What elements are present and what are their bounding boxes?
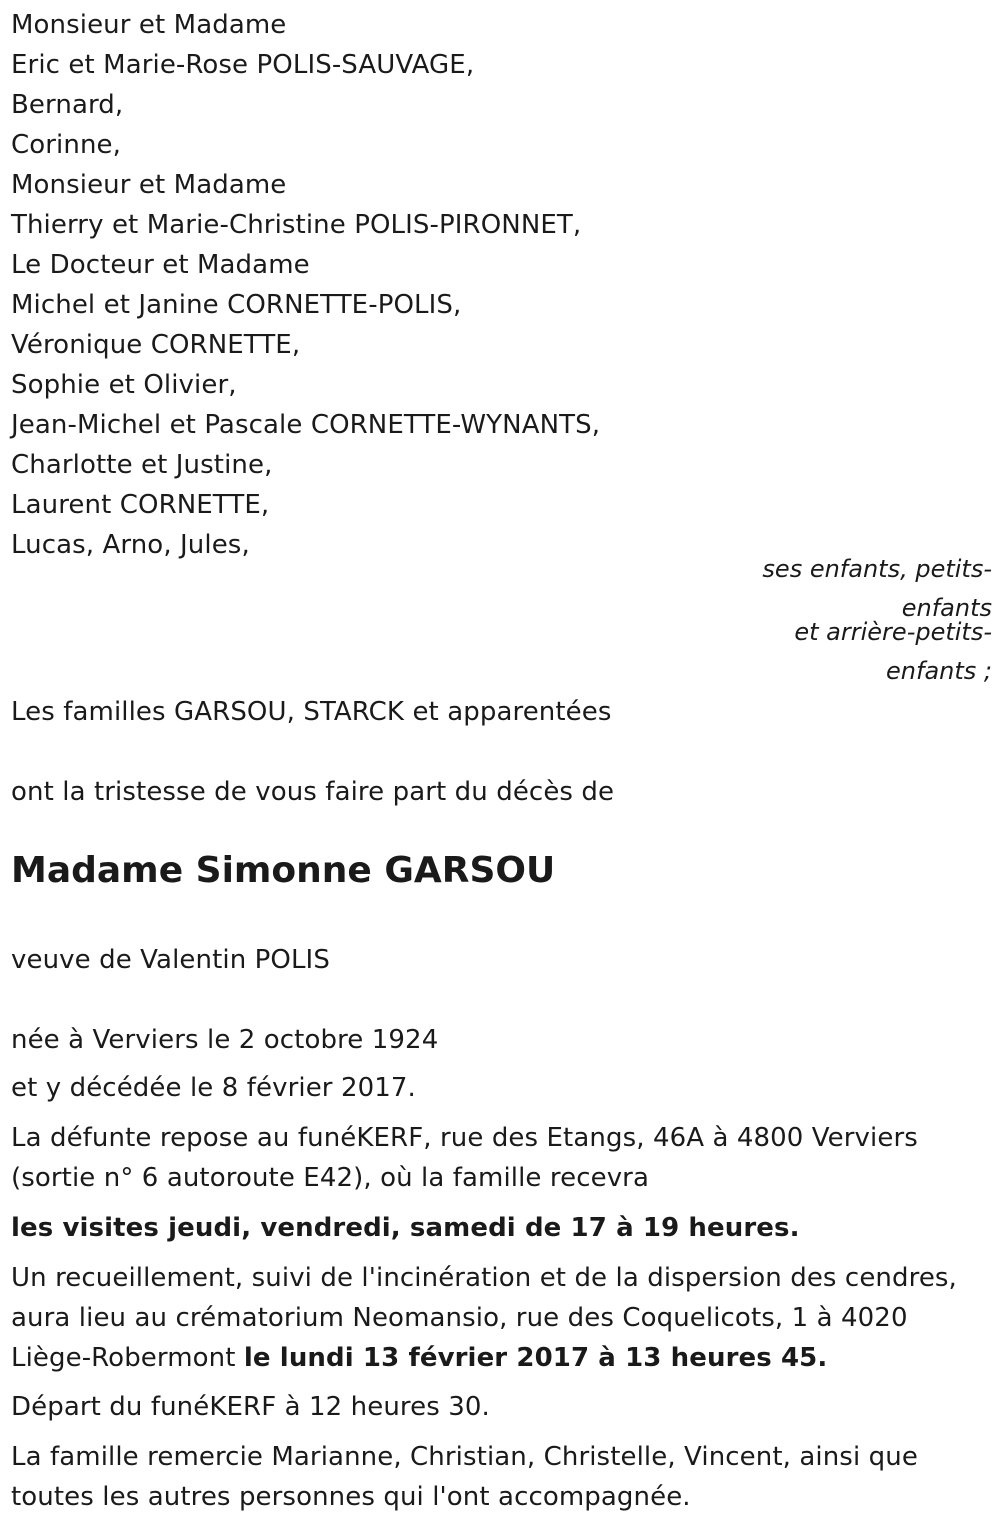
- thanks-line: toutes les autres personnes qui l'ont accompagnée.: [11, 1482, 691, 1512]
- families-line: Les familles GARSOU, STARCK et apparentées: [11, 697, 612, 727]
- ceremony-line: Un recueillement, suivi de l'incinération et de la dispersion des cendres,: [11, 1263, 957, 1293]
- family-line: Lucas, Arno, Jules,: [11, 530, 250, 560]
- relation-note-line: enfants ;: [886, 657, 992, 685]
- family-line: Michel et Janine CORNETTE-POLIS,: [11, 290, 462, 320]
- family-line: Charlotte et Justine,: [11, 450, 273, 480]
- widow-of-line: veuve de Valentin POLIS: [11, 945, 330, 975]
- deceased-name: Madame Simonne GARSOU: [11, 850, 556, 891]
- ceremony-line: [11, 1338, 827, 1378]
- family-line: Thierry et Marie-Christine POLIS-PIRONNET,: [11, 210, 582, 240]
- announcement-line: ont la tristesse de vous faire part du décès de: [11, 777, 615, 807]
- family-line: Jean-Michel et Pascale CORNETTE-WYNANTS,: [11, 410, 601, 440]
- family-line: Le Docteur et Madame: [11, 250, 310, 280]
- thanks-line: La famille remercie Marianne, Christian, Christelle, Vincent, ainsi que: [11, 1442, 918, 1472]
- family-line: Monsieur et Madame: [11, 10, 287, 40]
- birth-line: née à Verviers le 2 octobre 1924: [11, 1025, 439, 1055]
- ceremony-date: le lundi 13 février 2017 à 13 heures 45.: [243, 1343, 828, 1373]
- family-line: Bernard,: [11, 90, 124, 120]
- family-line: Véronique CORNETTE,: [11, 330, 301, 360]
- visits-line: les visites jeudi, vendredi, samedi de 17 à 19 heures.: [11, 1213, 800, 1243]
- family-line: Sophie et Olivier,: [11, 370, 237, 400]
- relation-note-line: et arrière-petits-: [794, 618, 992, 646]
- ceremony-line: aura lieu au crématorium Neomansio, rue des Coquelicots, 1 à 4020: [11, 1303, 908, 1333]
- family-line: Corinne,: [11, 130, 121, 160]
- death-line: et y décédée le 8 février 2017.: [11, 1073, 416, 1103]
- family-line: Monsieur et Madame: [11, 170, 287, 200]
- rest-line: La défunte repose au funéKERF, rue des Etangs, 46A à 4800 Verviers: [11, 1123, 918, 1153]
- family-line: Eric et Marie-Rose POLIS-SAUVAGE,: [11, 50, 475, 80]
- relation-note-line: enfants: [901, 594, 992, 622]
- departure-line: Départ du funéKERF à 12 heures 30.: [11, 1392, 490, 1422]
- rest-line: (sortie n° 6 autoroute E42), où la famille recevra: [11, 1163, 650, 1193]
- family-line: Laurent CORNETTE,: [11, 490, 270, 520]
- relation-note-line: ses enfants, petits-: [762, 555, 992, 583]
- ceremony-place: Liège-Robermont: [11, 1343, 244, 1373]
